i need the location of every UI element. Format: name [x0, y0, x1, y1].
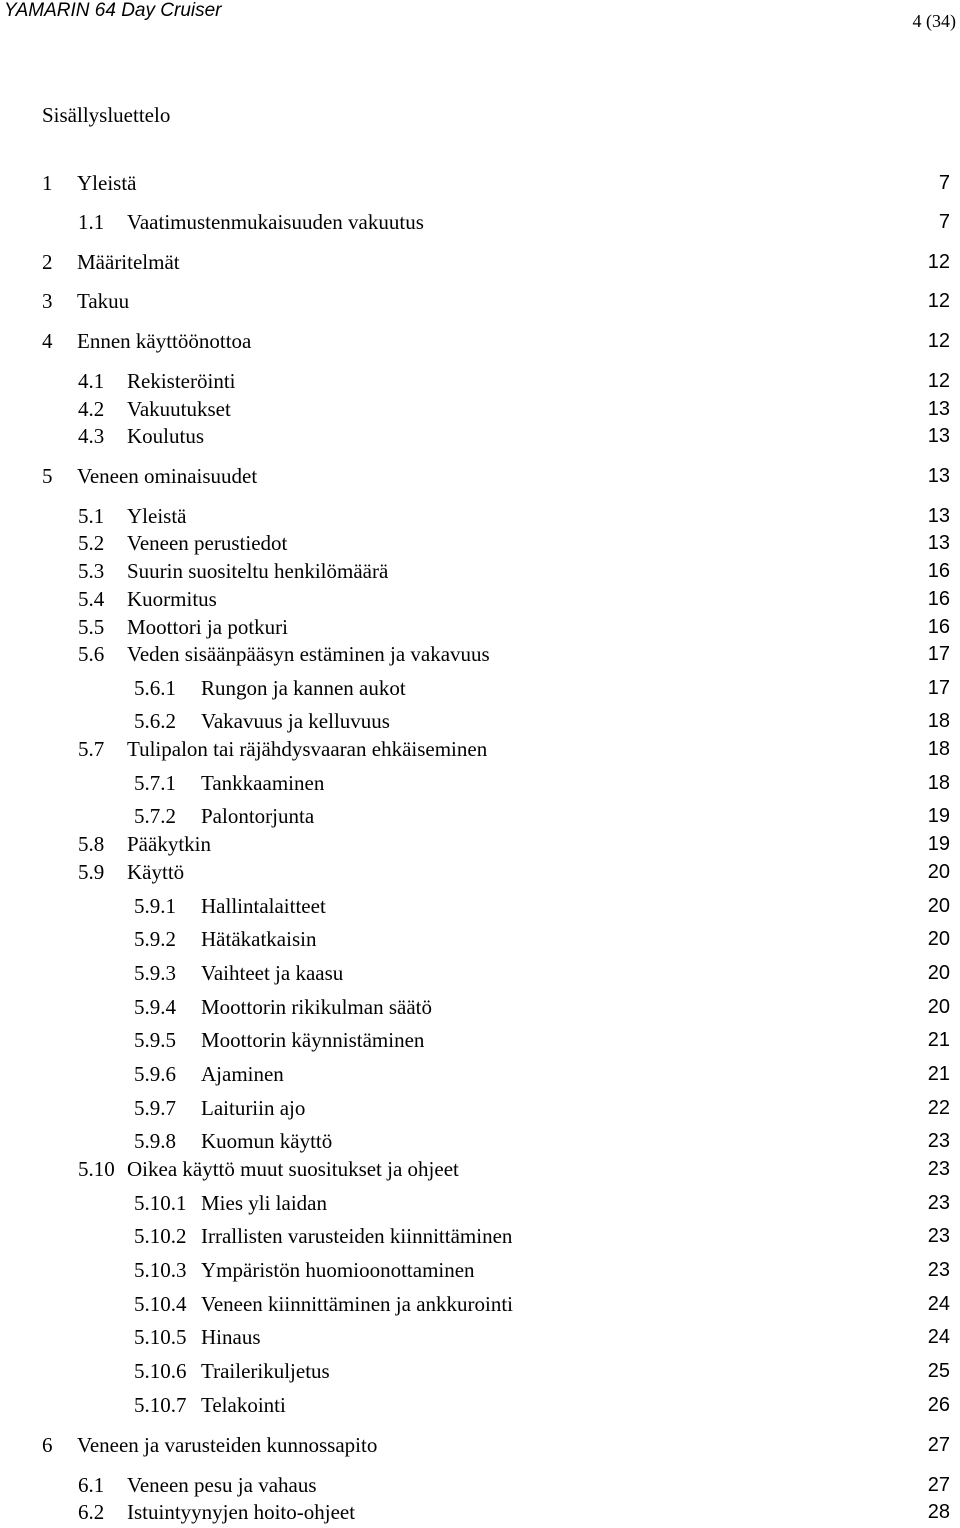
toc-entry-page: 25	[927, 1360, 950, 1382]
toc-entry-page: 18	[927, 772, 950, 794]
toc-entry-number: 1	[42, 171, 53, 195]
toc-entry[interactable]	[0, 675, 960, 701]
toc-entry-title: Kuomun käyttö	[201, 1129, 333, 1153]
toc-entry[interactable]	[0, 558, 960, 584]
toc-entry-number: 4.3	[78, 424, 105, 448]
toc-entry-number: 4.2	[78, 397, 105, 421]
toc-entry-number: 5.10.1	[134, 1191, 187, 1215]
toc-entry-number: 5.9.4	[134, 995, 176, 1019]
toc-entry-page: 24	[927, 1326, 950, 1348]
toc-entry-page: 13	[927, 465, 950, 487]
toc-entry[interactable]	[0, 530, 960, 556]
toc-entry-title: Veneen ja varusteiden kunnossapito	[77, 1433, 378, 1457]
toc-entry-title: Veneen ominaisuudet	[77, 464, 258, 488]
toc-entry-page: 13	[927, 425, 950, 447]
toc-entry-title: Kuormitus	[127, 587, 217, 611]
toc-entry-number: 1.1	[78, 210, 105, 234]
toc-entry[interactable]	[0, 1128, 960, 1154]
toc-entry-number: 5.10.2	[134, 1224, 187, 1248]
toc-entry-title: Irrallisten varusteiden kiinnittäminen	[201, 1224, 513, 1248]
toc-entry-number: 5.5	[78, 615, 105, 639]
toc-entry[interactable]	[0, 803, 960, 829]
toc-entry[interactable]	[0, 736, 960, 762]
toc-entry-number: 5.1	[78, 504, 105, 528]
toc-entry[interactable]	[0, 1432, 960, 1458]
toc-entry[interactable]	[0, 859, 960, 885]
toc-entry-title: Hallintalaitteet	[201, 894, 326, 918]
toc-entry-number: 2	[42, 250, 53, 274]
toc-entry-number: 5.9.8	[134, 1129, 176, 1153]
toc-entry[interactable]	[0, 1027, 960, 1053]
toc-entry-page: 18	[927, 738, 950, 760]
toc-heading: Sisällysluettelo	[42, 103, 171, 127]
toc-entry-page: 20	[927, 861, 950, 883]
toc-entry-page: 22	[927, 1097, 950, 1119]
toc-entry[interactable]	[0, 209, 960, 235]
toc-entry-title: Suurin suositeltu henkilömäärä	[127, 559, 389, 583]
toc-entry-title: Vaihteet ja kaasu	[201, 961, 344, 985]
toc-entry-number: 5.6	[78, 642, 105, 666]
toc-entry-title: Pääkytkin	[127, 832, 211, 856]
toc-entry[interactable]	[0, 960, 960, 986]
toc-entry-page: 12	[927, 330, 950, 352]
toc-entry-page: 12	[927, 290, 950, 312]
toc-entry-title: Tankkaaminen	[201, 771, 325, 795]
toc-entry-title: Oikea käyttö muut suositukset ja ohjeet	[127, 1157, 459, 1181]
toc-entry[interactable]	[0, 170, 960, 196]
toc-entry[interactable]	[0, 1472, 960, 1498]
toc-entry-title: Istuintyynyjen hoito-ohjeet	[127, 1500, 356, 1524]
toc-entry-page: 19	[927, 833, 950, 855]
toc-entry-page: 7	[938, 211, 950, 233]
toc-entry-title: Koulutus	[127, 424, 205, 448]
toc-entry-number: 5.7.1	[134, 771, 176, 795]
toc-entry-title: Yleistä	[77, 171, 137, 195]
toc-entry-number: 5.9.5	[134, 1028, 176, 1052]
toc-entry[interactable]	[0, 396, 960, 422]
toc-entry-page: 16	[927, 560, 950, 582]
toc-entry-title: Vakavuus ja kelluvuus	[201, 709, 390, 733]
toc-entry-page: 13	[927, 532, 950, 554]
toc-entry-title: Telakointi	[201, 1393, 286, 1417]
toc-entry-title: Käyttö	[127, 860, 185, 884]
toc-entry-page: 20	[927, 996, 950, 1018]
toc-entry[interactable]	[0, 831, 960, 857]
toc-entry-number: 5.7	[78, 737, 105, 761]
toc-entry-number: 5.10.7	[134, 1393, 187, 1417]
toc-entry-page: 20	[927, 962, 950, 984]
document-header-title: YAMARIN 64 Day Cruiser	[4, 0, 222, 21]
toc-entry[interactable]	[0, 328, 960, 354]
toc-entry-number: 5	[42, 464, 53, 488]
toc-entry-page: 7	[938, 172, 950, 194]
toc-entry-number: 5.9.7	[134, 1096, 176, 1120]
toc-entry-page: 16	[927, 588, 950, 610]
toc-entry-page: 23	[927, 1259, 950, 1281]
toc-entry-title: Takuu	[77, 289, 130, 313]
toc-entry[interactable]	[0, 249, 960, 275]
toc-entry-title: Veneen kiinnittäminen ja ankkurointi	[201, 1292, 514, 1316]
toc-entry-title: Vaatimustenmukaisuuden vakuutus	[127, 210, 424, 234]
toc-entry-page: 21	[927, 1063, 950, 1085]
toc-entry-page: 20	[927, 928, 950, 950]
toc-entry-number: 5.9.6	[134, 1062, 176, 1086]
toc-entry-page: 16	[927, 616, 950, 638]
toc-entry[interactable]	[0, 614, 960, 640]
toc-entry-number: 5.9	[78, 860, 105, 884]
toc-entry-title: Hinaus	[201, 1325, 261, 1349]
toc-entry[interactable]	[0, 288, 960, 314]
toc-entry-number: 5.2	[78, 531, 105, 555]
toc-entry-number: 5.7.2	[134, 804, 176, 828]
toc-entry[interactable]	[0, 1095, 960, 1121]
toc-entry[interactable]	[0, 503, 960, 529]
toc-entry-page: 17	[927, 677, 950, 699]
toc-entry-number: 5.10.6	[134, 1359, 187, 1383]
toc-entry[interactable]	[0, 708, 960, 734]
toc-entry[interactable]	[0, 1061, 960, 1087]
toc-entry-number: 5.3	[78, 559, 105, 583]
toc-entry[interactable]	[0, 1223, 960, 1249]
toc-entry-title: Ennen käyttöönottoa	[77, 329, 252, 353]
toc-entry-title: Veneen perustiedot	[127, 531, 288, 555]
toc-entry-title: Vakuutukset	[127, 397, 231, 421]
toc-entry-page: 20	[927, 895, 950, 917]
toc-entry-title: Trailerikuljetus	[201, 1359, 330, 1383]
toc-entry-number: 5.8	[78, 832, 105, 856]
toc-entry-page: 21	[927, 1029, 950, 1051]
toc-entry-page: 23	[927, 1225, 950, 1247]
toc-entry-number: 4.1	[78, 369, 105, 393]
toc-entry[interactable]	[0, 641, 960, 667]
toc-entry[interactable]	[0, 926, 960, 952]
toc-entry-title: Veneen pesu ja vahaus	[127, 1473, 317, 1497]
toc-entry[interactable]	[0, 770, 960, 796]
toc-entry[interactable]	[0, 893, 960, 919]
toc-entry-page: 12	[927, 251, 950, 273]
toc-entry[interactable]	[0, 1358, 960, 1384]
toc-entry-title: Ympäristön huomioonottaminen	[201, 1258, 475, 1282]
toc-entry-number: 5.6.2	[134, 709, 176, 733]
toc-entry-number: 5.10	[78, 1157, 115, 1181]
toc-entry-number: 5.6.1	[134, 676, 176, 700]
toc-entry-page: 17	[927, 643, 950, 665]
toc-entry-title: Tulipalon tai räjähdysvaaran ehkäiseminen	[127, 737, 488, 761]
toc-entry-page: 27	[927, 1474, 950, 1496]
toc-entry[interactable]	[0, 1499, 960, 1525]
toc-entry[interactable]	[0, 1291, 960, 1317]
toc-entry-page: 27	[927, 1434, 950, 1456]
toc-entry-number: 6.1	[78, 1473, 105, 1497]
toc-entry-title: Hätäkatkaisin	[201, 927, 317, 951]
toc-entry-page: 18	[927, 710, 950, 732]
toc-entry-page: 26	[927, 1394, 950, 1416]
toc-entry[interactable]	[0, 994, 960, 1020]
toc-entry[interactable]	[0, 1392, 960, 1418]
toc-entry-title: Ajaminen	[201, 1062, 284, 1086]
toc-entry-title: Mies yli laidan	[201, 1191, 327, 1215]
toc-entry[interactable]	[0, 423, 960, 449]
toc-entry[interactable]	[0, 368, 960, 394]
toc-entry-number: 3	[42, 289, 53, 313]
toc-entry-title: Määritelmät	[77, 250, 180, 274]
toc-entry[interactable]	[0, 1156, 960, 1182]
toc-entry-title: Moottorin rikikulman säätö	[201, 995, 432, 1019]
toc-entry-page: 12	[927, 370, 950, 392]
toc-entry-number: 5.10.3	[134, 1258, 187, 1282]
toc-entry-number: 6.2	[78, 1500, 105, 1524]
toc-entry-page: 13	[927, 505, 950, 527]
toc-entry[interactable]	[0, 1257, 960, 1283]
toc-entry-number: 5.10.4	[134, 1292, 187, 1316]
toc-entry-title: Rekisteröinti	[127, 369, 236, 393]
toc-entry[interactable]	[0, 586, 960, 612]
toc-entry-number: 5.9.1	[134, 894, 176, 918]
toc-entry-title: Moottorin käynnistäminen	[201, 1028, 425, 1052]
toc-entry-page: 23	[927, 1158, 950, 1180]
page-number: 4 (34)	[912, 11, 956, 31]
toc-entry-page: 28	[927, 1501, 950, 1523]
toc-entry-number: 5.9.2	[134, 927, 176, 951]
toc-entry-number: 6	[42, 1433, 53, 1457]
toc-entry-page: 24	[927, 1293, 950, 1315]
toc-entry-page: 13	[927, 398, 950, 420]
toc-entry-number: 5.10.5	[134, 1325, 187, 1349]
toc-entry-page: 19	[927, 805, 950, 827]
toc-entry-title: Veden sisäänpääsyn estäminen ja vakavuus	[127, 642, 490, 666]
toc-entry[interactable]	[0, 1190, 960, 1216]
toc-entry-title: Rungon ja kannen aukot	[201, 676, 406, 700]
toc-entry-number: 4	[42, 329, 53, 353]
toc-entry-page: 23	[927, 1192, 950, 1214]
toc-entry-title: Laituriin ajo	[201, 1096, 306, 1120]
toc-entry-page: 23	[927, 1130, 950, 1152]
toc-entry[interactable]	[0, 1324, 960, 1350]
toc-entry-title: Palontorjunta	[201, 804, 315, 828]
toc-entry-title: Moottori ja potkuri	[127, 615, 288, 639]
toc-entry[interactable]	[0, 463, 960, 489]
toc-entry-title: Yleistä	[127, 504, 187, 528]
toc-entry-number: 5.4	[78, 587, 105, 611]
toc-entry-number: 5.9.3	[134, 961, 176, 985]
